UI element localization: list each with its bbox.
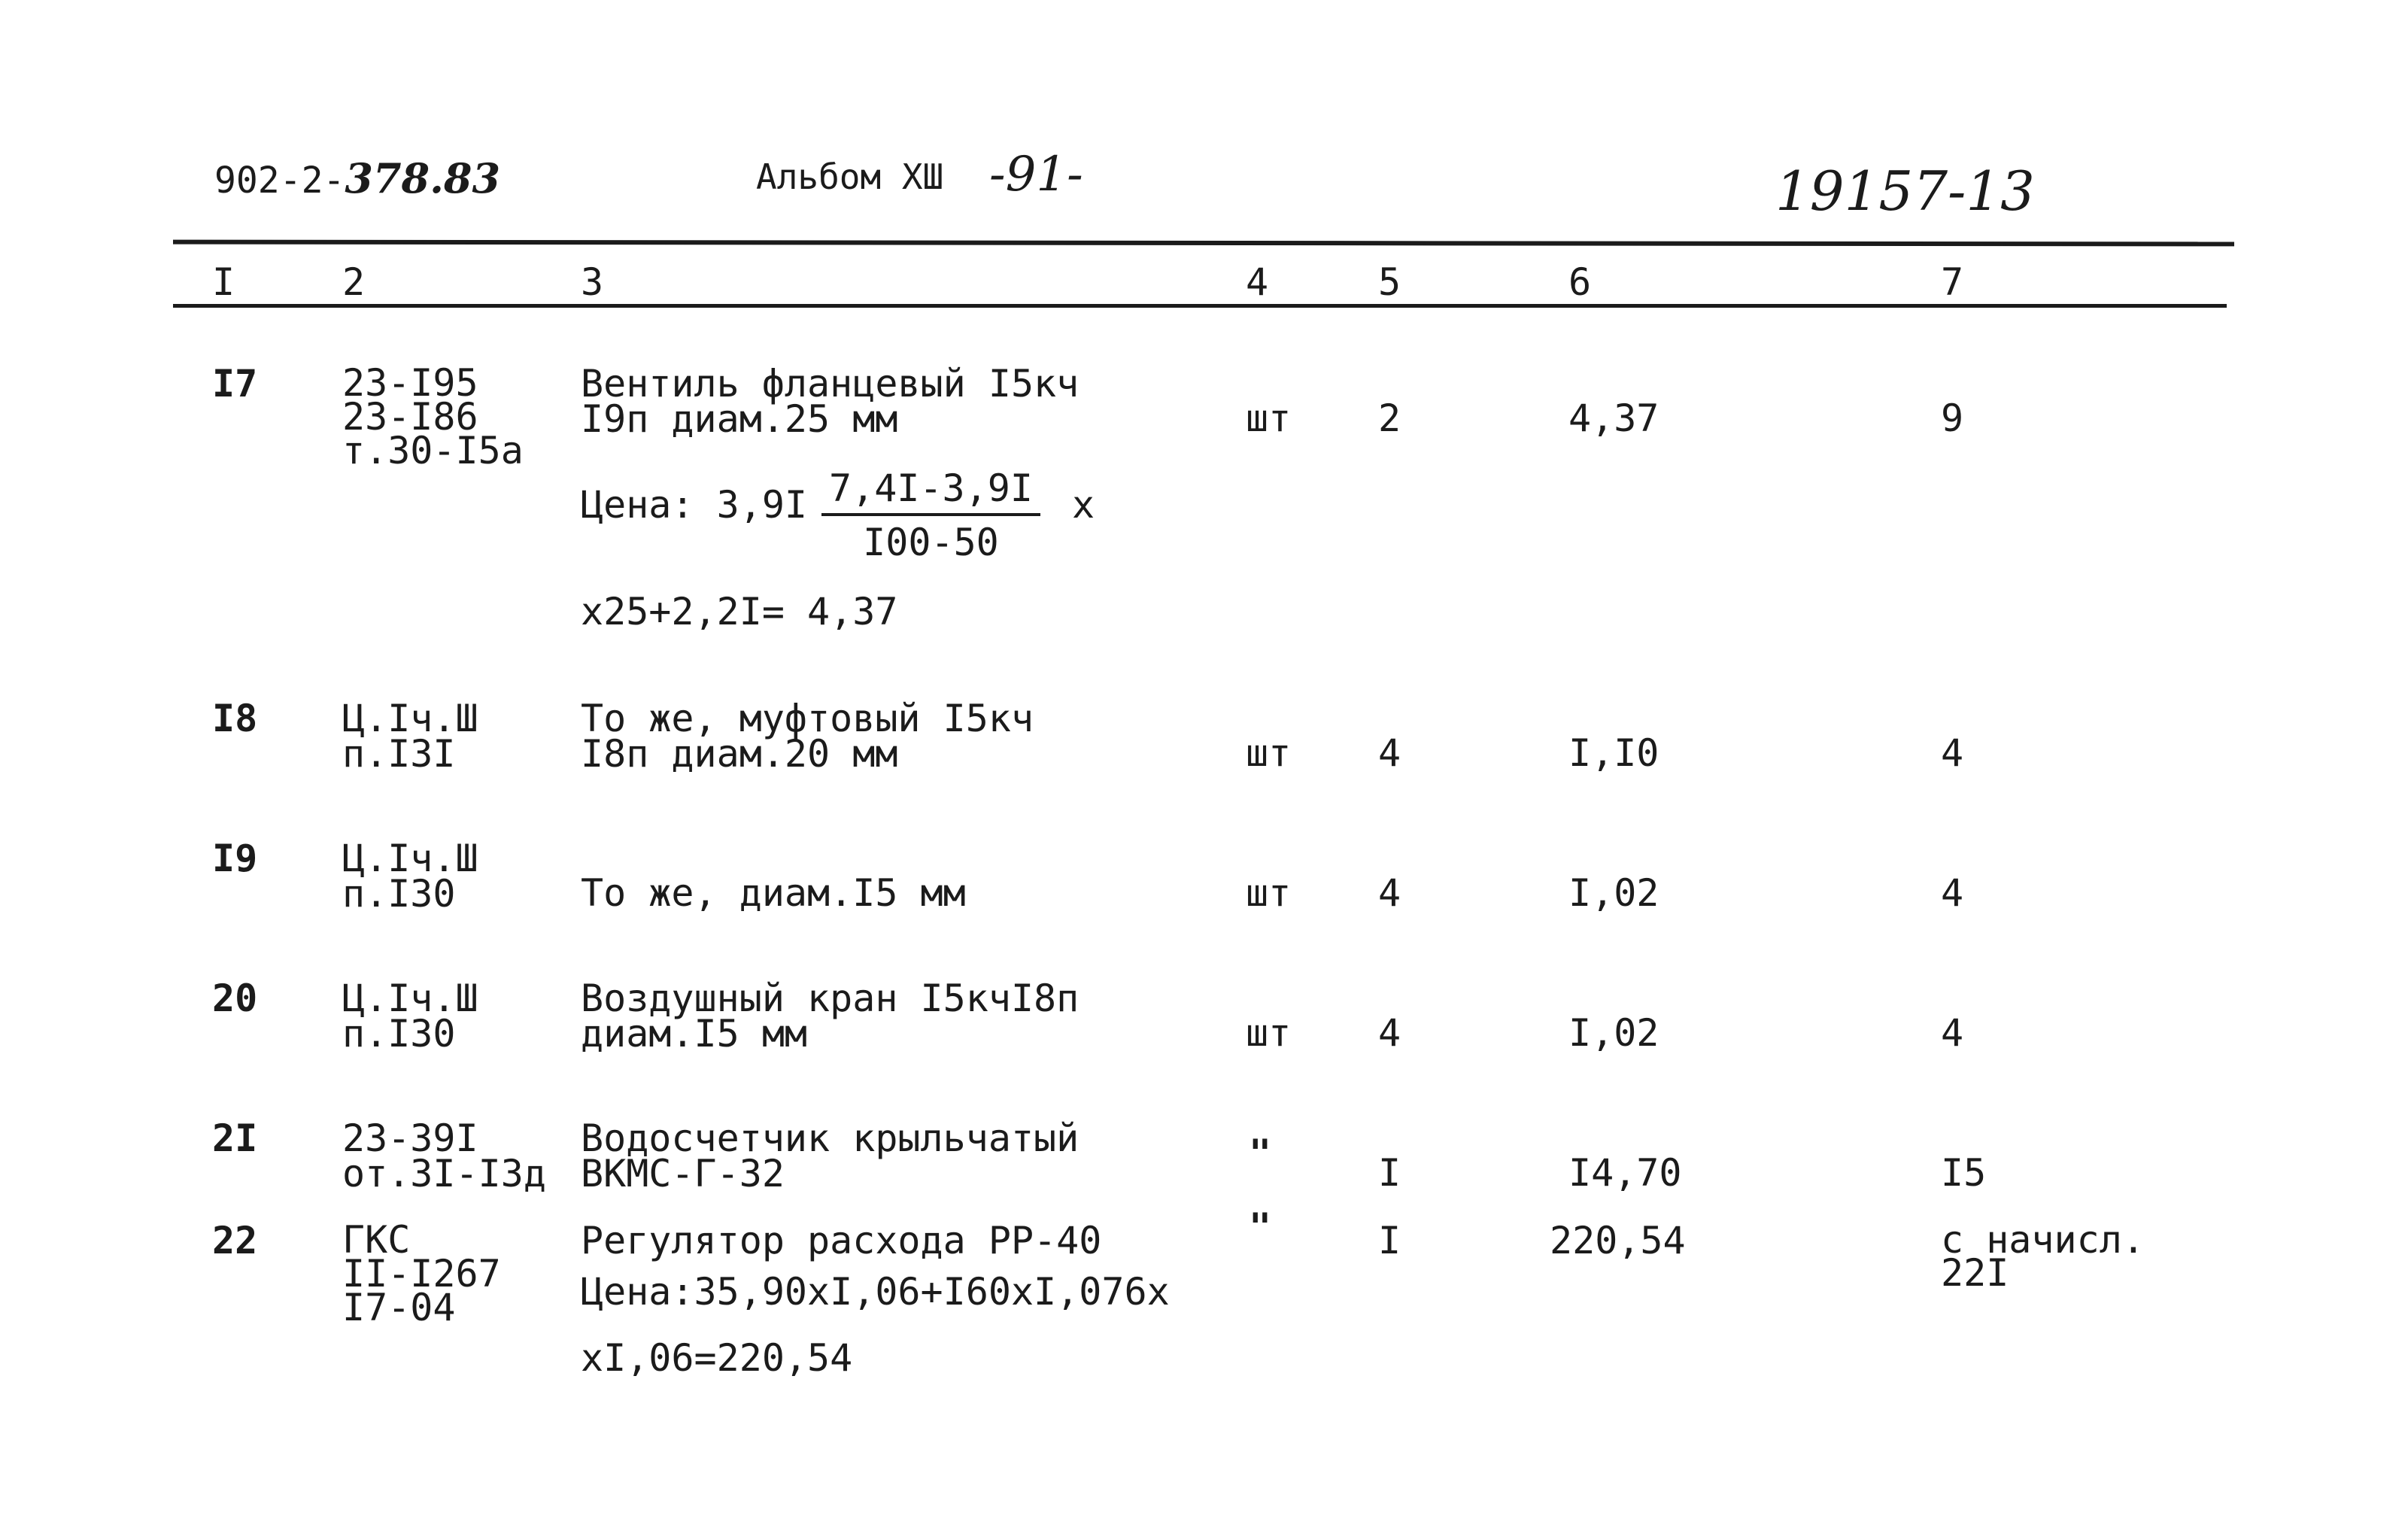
row-unit: шт [1246, 1011, 1292, 1055]
row-name: Воздушный кран I5кчI8п диам.I5 мм [581, 977, 1080, 1056]
price-calculation-line-1: Цена:35,90хI,06+I60хI,076х [581, 1270, 1170, 1314]
row-total: 4 [1941, 871, 1964, 915]
row-unit: шт [1246, 871, 1292, 915]
row-price: I,02 [1568, 871, 1659, 915]
row-price: I4,70 [1568, 1151, 1682, 1195]
doc-code [214, 154, 501, 202]
row-name: То же, муфтовый I5кч I8п диам.20 мм [581, 697, 1034, 776]
row-quantity: 4 [1378, 871, 1401, 915]
row-reference: ГКС II-I267 I7-04 [342, 1218, 501, 1329]
doc-code-handwritten: 378.83 [345, 154, 501, 202]
price-calculation-line-2: хI,06=220,54 [581, 1336, 853, 1380]
col-header-7: 7 [1941, 260, 1964, 304]
price-calculation-result: х25+2,2I= 4,37 [581, 590, 898, 633]
row-price: I,02 [1568, 1011, 1659, 1055]
album-label: Альбом ХШ [756, 156, 944, 197]
col-header-6: 6 [1568, 260, 1592, 304]
price-fraction [821, 466, 1040, 564]
row-total: с начисл. 22I [1941, 1218, 2145, 1295]
fraction-numerator: 7,4I-3,9I [821, 466, 1040, 516]
row-name: Водосчетчик крыльчатый ВКМС-Г-32 [581, 1116, 1080, 1195]
col-header-3: 3 [581, 260, 604, 304]
row-unit: " [1249, 1205, 1272, 1249]
row-quantity: 4 [1378, 731, 1401, 775]
row-reference: Ц.Iч.Ш п.I30 [342, 977, 478, 1056]
col-header-2: 2 [342, 260, 366, 304]
row-price: I,I0 [1568, 731, 1659, 775]
row-reference: Ц.Iч.Ш п.I3I [342, 697, 478, 776]
price-calculation-prefix: Цена: 3,9I [581, 483, 808, 527]
row-price: 220,54 [1550, 1219, 1686, 1262]
header-rule-top [173, 240, 2234, 247]
row-number: 20 [212, 977, 258, 1020]
col-header-1: I [212, 260, 235, 304]
row-quantity: I [1378, 1151, 1401, 1195]
row-quantity: I [1378, 1219, 1401, 1262]
row-total: 4 [1941, 731, 1964, 775]
row-unit: шт [1246, 396, 1292, 440]
price-calculation-x: х [1072, 483, 1095, 527]
row-number: I9 [212, 837, 258, 880]
row-name: Регулятор расхода РР-40 [581, 1219, 1102, 1262]
row-unit: шт [1246, 731, 1292, 775]
row-name: То же, диам.I5 мм [581, 871, 966, 915]
row-quantity: 4 [1378, 1011, 1401, 1055]
row-price: 4,37 [1568, 396, 1659, 440]
row-unit: " [1249, 1132, 1272, 1175]
row-name: Вентиль фланцевый I5кч I9п диам.25 мм [581, 362, 1080, 441]
col-header-4: 4 [1246, 260, 1269, 304]
row-number: 2I [212, 1116, 258, 1160]
row-quantity: 2 [1378, 396, 1401, 440]
row-reference: Ц.Iч.Ш п.I30 [342, 837, 478, 916]
row-reference: 23-I95 23-I86 т.30-I5а [342, 361, 524, 472]
row-number: I7 [212, 362, 258, 406]
row-reference: 23-39I от.3I-I3д [342, 1116, 546, 1195]
doc-code-prefix: 902-2- [214, 159, 345, 202]
row-number: 22 [212, 1219, 258, 1262]
header-rule-bottom [173, 304, 2227, 308]
fraction-denominator: I00-50 [863, 521, 999, 564]
row-total: 9 [1941, 396, 1964, 440]
row-number: I8 [212, 697, 258, 740]
page-number-handwritten: -91- [989, 147, 1083, 202]
row-total: I5 [1941, 1151, 1987, 1195]
sheet-number-handwritten: 19157-13 [1775, 159, 2035, 223]
row-total: 4 [1941, 1011, 1964, 1055]
col-header-5: 5 [1378, 260, 1401, 304]
